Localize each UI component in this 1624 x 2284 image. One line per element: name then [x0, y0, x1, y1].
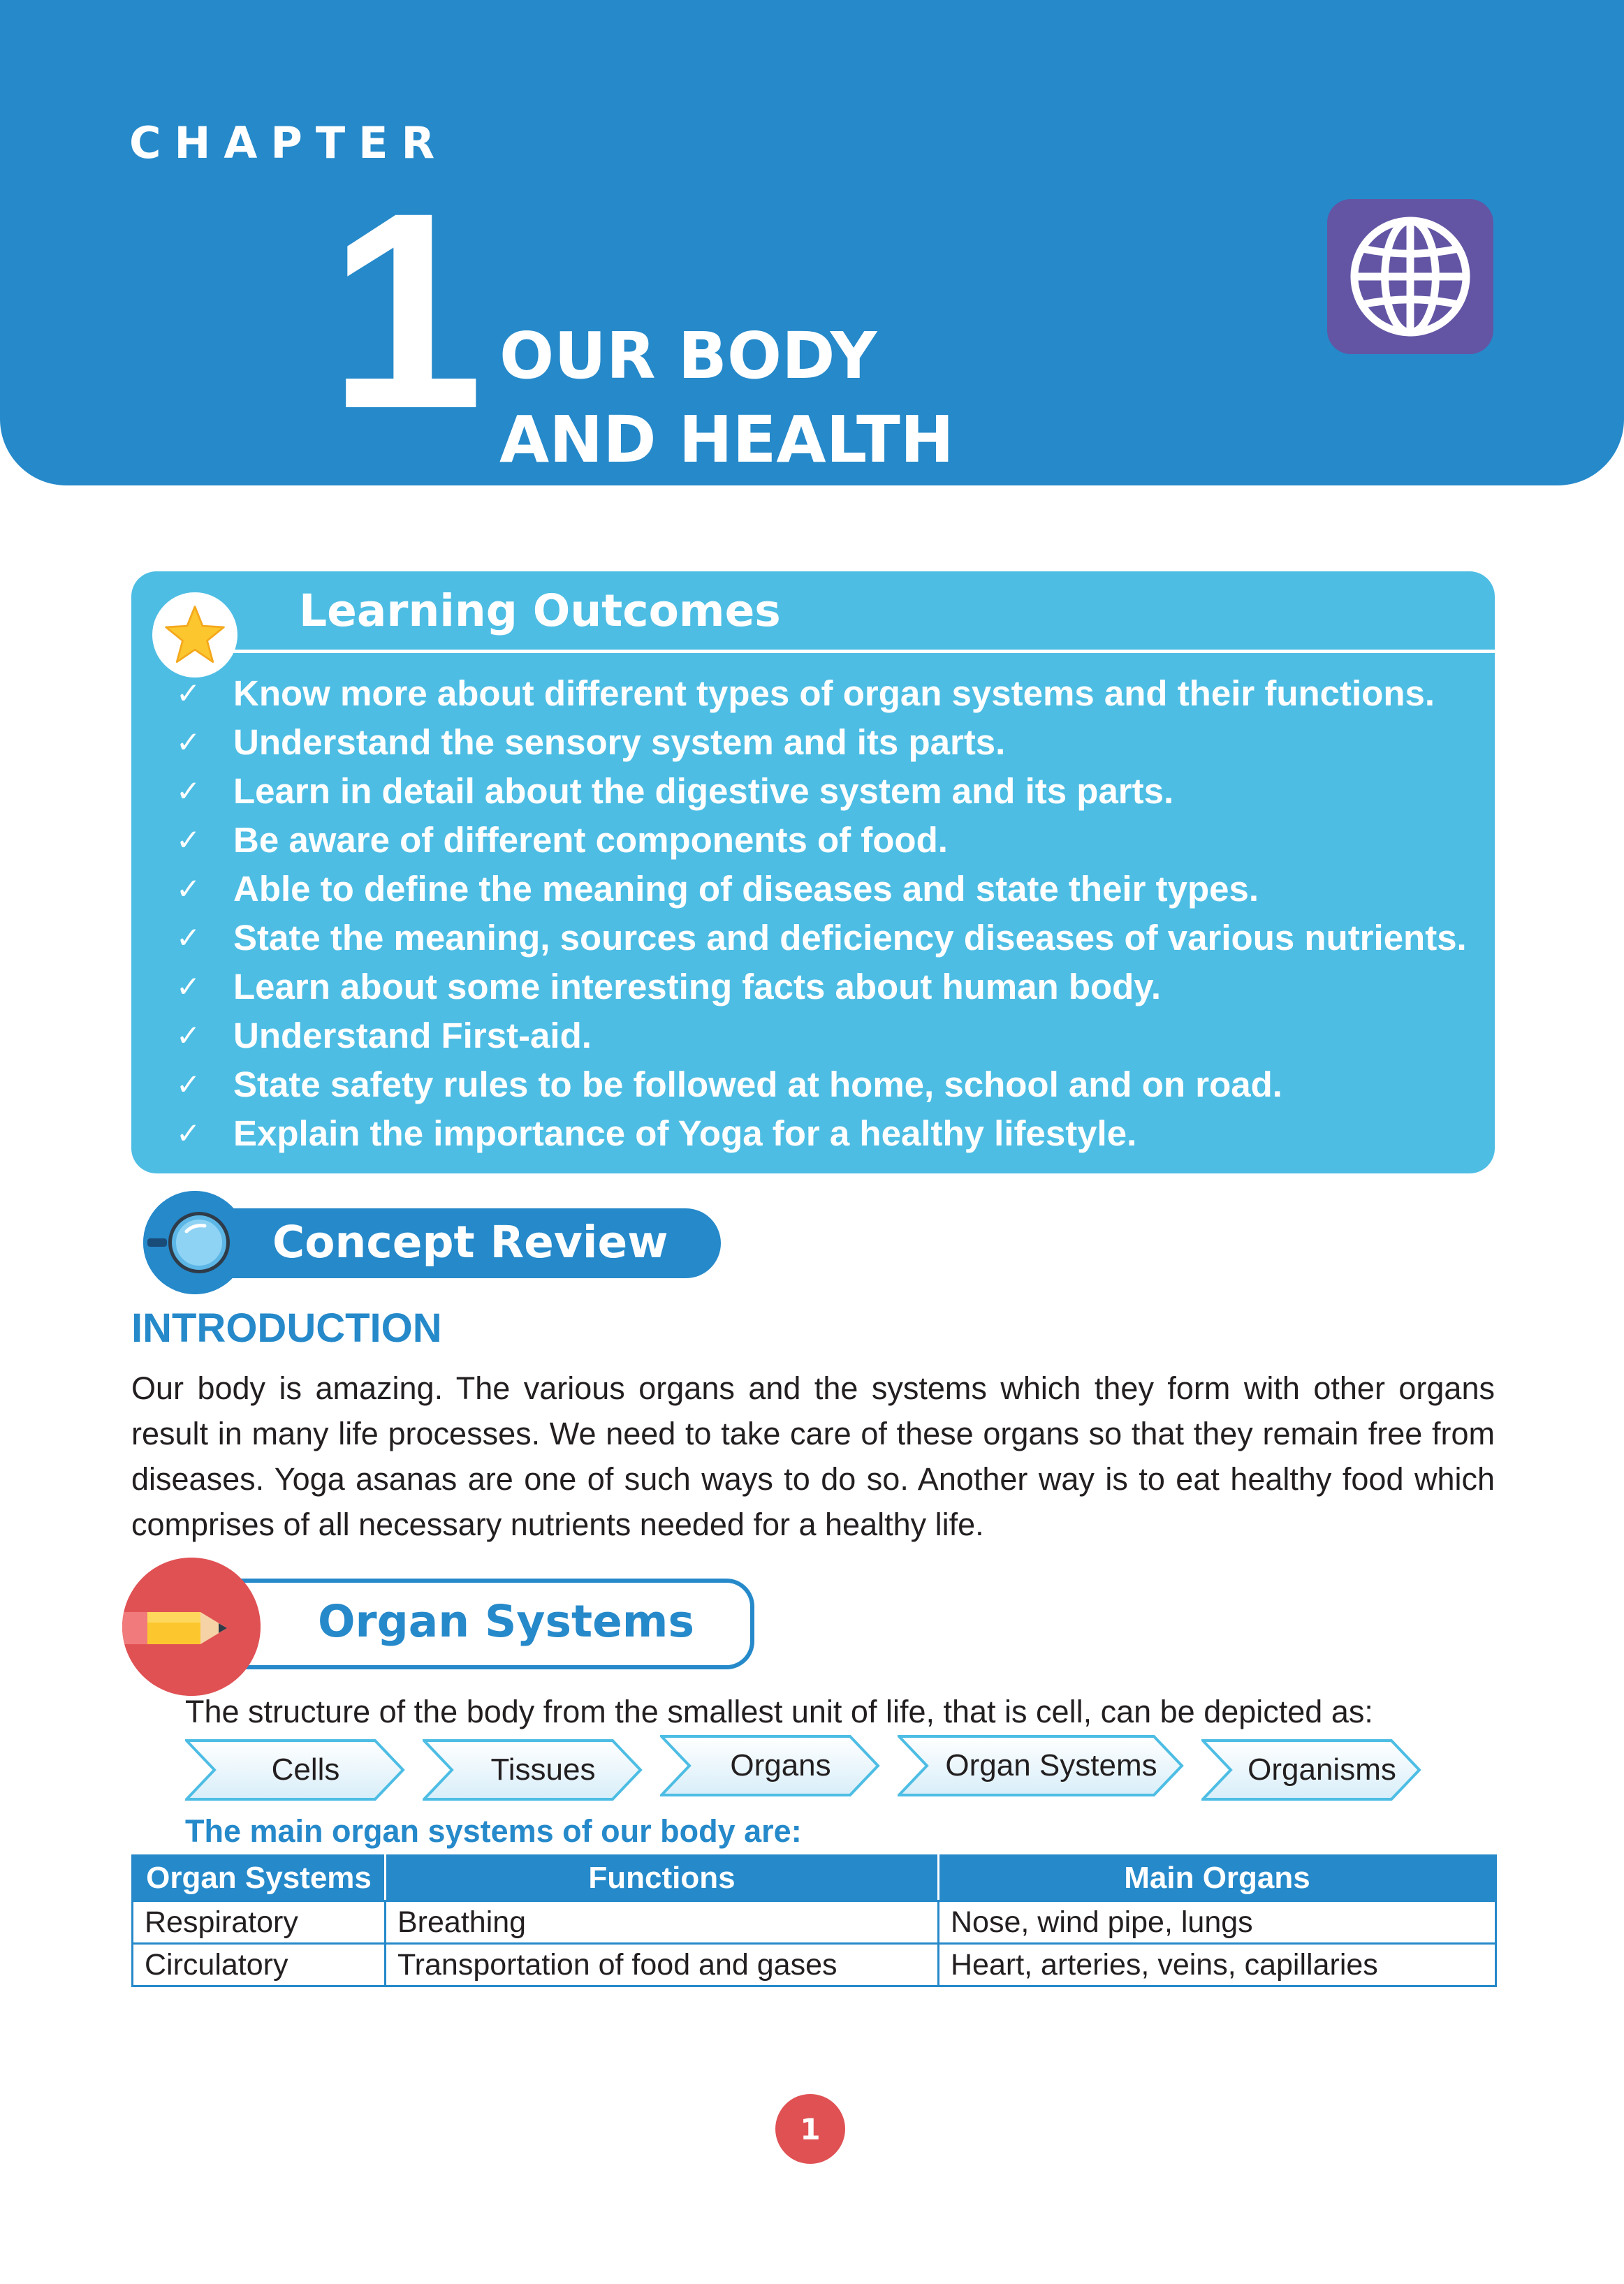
- column-header: Functions: [386, 1856, 939, 1901]
- organ-systems-heading: Organ Systems: [318, 1596, 694, 1647]
- learning-outcomes-divider: [232, 650, 1495, 653]
- table-cell: Circulatory: [133, 1944, 386, 1986]
- flow-step-organs: Organs: [660, 1735, 880, 1796]
- flow-step-cells: Cells: [185, 1739, 405, 1801]
- flow-step-organ-systems: Organ Systems: [898, 1735, 1184, 1796]
- chapter-number: 1: [328, 154, 484, 467]
- learning-outcomes-list: [176, 669, 1489, 1158]
- flow-step-tissues: Tissues: [423, 1739, 643, 1801]
- outcome-item: ✓ Understand the sensory system and its parts.: [176, 718, 1489, 767]
- check-icon: ✓: [176, 921, 201, 955]
- page-number: 1: [775, 2094, 845, 2164]
- chapter-title-line-1: OUR BODY: [499, 319, 877, 393]
- table-cell: Heart, arteries, veins, capillaries: [939, 1944, 1496, 1986]
- learning-outcomes-heading: Learning Outcomes: [299, 585, 781, 636]
- table-cell: Transportation of food and gases: [386, 1944, 939, 1986]
- outcome-item: ✓ Learn about some interesting facts about human body.: [176, 962, 1489, 1011]
- outcome-item: ✓ State the meaning, sources and deficiency diseases of various nutrients.: [176, 914, 1489, 962]
- outcome-item: ✓ Able to define the meaning of diseases and state their types.: [176, 865, 1489, 914]
- organ-systems-lead: The structure of the body from the smallest unit of life, that is cell, can be depicted as:: [185, 1694, 1373, 1729]
- check-icon: ✓: [176, 1067, 201, 1101]
- column-header: Organ Systems: [133, 1856, 386, 1901]
- table-row: [133, 1944, 1496, 1986]
- outcome-item: ✓ State safety rules to be followed at home, school and on road.: [176, 1060, 1489, 1109]
- introduction-heading: INTRODUCTION: [131, 1305, 442, 1351]
- chapter-title-line-2: AND HEALTH: [499, 402, 954, 477]
- flow-step-organisms: Organisms: [1201, 1739, 1421, 1801]
- star-icon: [152, 592, 237, 678]
- outcome-item: ✓ Understand First-aid.: [176, 1011, 1489, 1060]
- organ-systems-table: [131, 1854, 1497, 1987]
- check-icon: ✓: [176, 823, 201, 857]
- pencil-icon: [122, 1558, 261, 1696]
- concept-review-heading: Concept Review: [272, 1217, 668, 1268]
- introduction-paragraph: Our body is amazing. The various organs and the systems which they form with other organs result in many life processes. We need to take care of these organs so that they remain free from diseases. Yoga asanas are one of such ways to do so. Another way is to eat healthy food which comprises of all necessary nutrients needed for a healthy life.: [131, 1370, 1495, 1542]
- organ-systems-subheading: The main organ systems of our body are:: [185, 1813, 802, 1849]
- table-cell: Respiratory: [133, 1901, 386, 1944]
- magnifier-icon: [143, 1191, 247, 1294]
- table-header-row: [133, 1856, 1496, 1901]
- outcome-item: ✓ Be aware of different components of food.: [176, 816, 1489, 865]
- table-row: [133, 1901, 1496, 1944]
- outcome-item: ✓ Know more about different types of organ systems and their functions.: [176, 669, 1489, 718]
- check-icon: ✓: [176, 969, 201, 1004]
- outcome-item: ✓ Learn in detail about the digestive system and its parts.: [176, 767, 1489, 816]
- column-header: Main Organs: [939, 1856, 1496, 1901]
- outcome-item: ✓ Explain the importance of Yoga for a healthy lifestyle.: [176, 1109, 1489, 1158]
- check-icon: ✓: [176, 676, 201, 710]
- globe-icon: [1327, 199, 1493, 354]
- chapter-label: CHAPTER: [129, 117, 448, 168]
- table-cell: Nose, wind pipe, lungs: [939, 1901, 1496, 1944]
- check-icon: ✓: [176, 1116, 201, 1150]
- table-cell: Breathing: [386, 1901, 939, 1944]
- check-icon: ✓: [176, 774, 201, 808]
- check-icon: ✓: [176, 1018, 201, 1053]
- check-icon: ✓: [176, 725, 201, 759]
- check-icon: ✓: [176, 872, 201, 906]
